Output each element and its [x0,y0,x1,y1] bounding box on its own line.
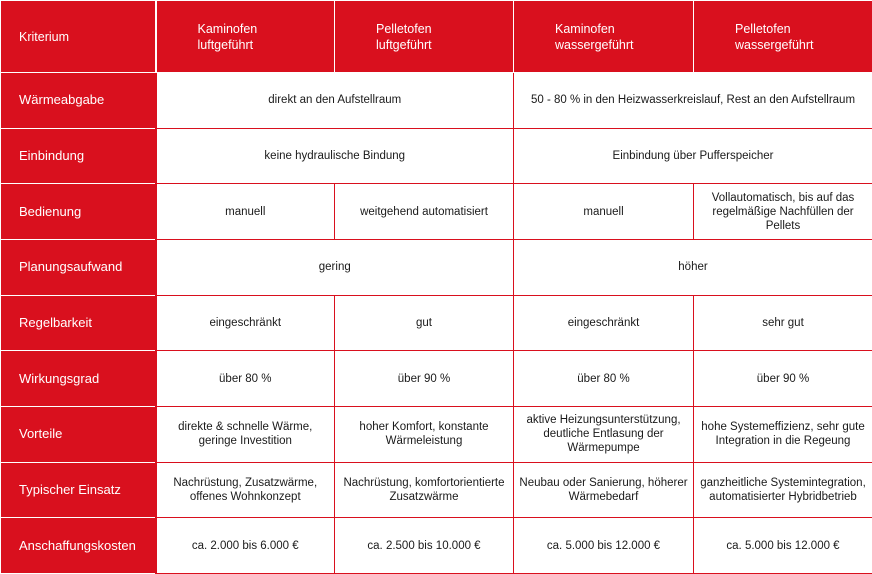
header-pelletofen-luft [335,1,514,73]
cell-waermeabgabe-luft: direkt an den Aufstellraum [156,73,514,129]
cell-vorteile-4: hohe Systemeffizienz, sehr gute Integration in die Regeung [694,406,872,462]
row-wirkungsgrad [1,351,872,407]
cell-planungsaufwand-wasser: höher [514,239,872,295]
row-label-bedienung: Bedienung [1,184,156,240]
cell-kosten-3: ca. 5.000 bis 12.000 € [514,518,694,574]
header-line1: Pelletofen [735,21,791,36]
row-einsatz [1,462,872,518]
cell-kosten-1: ca. 2.000 bis 6.000 € [156,518,335,574]
cell-vorteile-3: aktive Heizungsunterstützung, deutliche Entlasung der Wärmepumpe [514,406,694,462]
header-criterion: Kriterium [1,1,156,73]
row-einbindung [1,128,872,184]
row-label-planungsaufwand: Planungsaufwand [1,239,156,295]
header-row [1,1,872,73]
header-line1: Kaminofen [197,21,258,36]
header-line1: Pelletofen [376,21,432,36]
header-pelletofen-wasser [694,1,872,73]
cell-regelbarkeit-3: eingeschränkt [514,295,694,351]
header-line2: wassergeführt [735,37,814,52]
cell-wirkungsgrad-3: über 80 % [514,351,694,407]
header-line2: luftgeführt [376,37,432,52]
cell-wirkungsgrad-4: über 90 % [694,351,872,407]
row-label-wirkungsgrad: Wirkungsgrad [1,351,156,407]
cell-bedienung-1: manuell [156,184,335,240]
cell-einbindung-wasser: Einbindung über Pufferspeicher [514,128,872,184]
cell-waermeabgabe-wasser: 50 - 80 % in den Heizwasserkreislauf, Rest an den Aufstellraum [514,73,872,129]
cell-planungsaufwand-luft: gering [156,239,514,295]
header-kaminofen-wasser [514,1,694,73]
cell-vorteile-1: direkte & schnelle Wärme, geringe Investition [156,406,335,462]
cell-bedienung-3: manuell [514,184,694,240]
cell-wirkungsgrad-2: über 90 % [335,351,514,407]
row-label-waermeabgabe: Wärmeabgabe [1,73,156,129]
cell-bedienung-2: weitgehend automatisiert [335,184,514,240]
header-line2: luftgeführt [197,37,254,52]
header-line1: Kaminofen [555,21,615,36]
cell-regelbarkeit-4: sehr gut [694,295,872,351]
row-waermeabgabe [1,73,872,129]
cell-wirkungsgrad-1: über 80 % [156,351,335,407]
row-bedienung [1,184,872,240]
cell-regelbarkeit-2: gut [335,295,514,351]
cell-einsatz-2: Nachrüstung, komfortorientierte Zusatzwärme [335,462,514,518]
row-planungsaufwand [1,239,872,295]
cell-einsatz-1: Nachrüstung, Zusatzwärme, offenes Wohnkonzept [156,462,335,518]
cell-regelbarkeit-1: eingeschränkt [156,295,335,351]
header-line2: wassergeführt [555,37,634,52]
row-regelbarkeit [1,295,872,351]
cell-einbindung-luft: keine hydraulische Bindung [156,128,514,184]
row-label-einsatz: Typischer Einsatz [1,462,156,518]
row-kosten [1,518,872,574]
row-label-einbindung: Einbindung [1,128,156,184]
cell-kosten-4: ca. 5.000 bis 12.000 € [694,518,872,574]
cell-vorteile-2: hoher Komfort, konstante Wärmeleistung [335,406,514,462]
cell-kosten-2: ca. 2.500 bis 10.000 € [335,518,514,574]
cell-einsatz-4: ganzheitliche Systemintegration, automatisierter Hybridbetrieb [694,462,872,518]
cell-bedienung-4: Vollautomatisch, bis auf das regelmäßige Nachfüllen der Pellets [694,184,872,240]
row-label-kosten: Anschaffungskosten [1,518,156,574]
row-label-regelbarkeit: Regelbarkeit [1,295,156,351]
header-kaminofen-luft [156,1,335,73]
row-vorteile [1,406,872,462]
row-label-vorteile: Vorteile [1,406,156,462]
cell-einsatz-3: Neubau oder Sanierung, höherer Wärmebedarf [514,462,694,518]
